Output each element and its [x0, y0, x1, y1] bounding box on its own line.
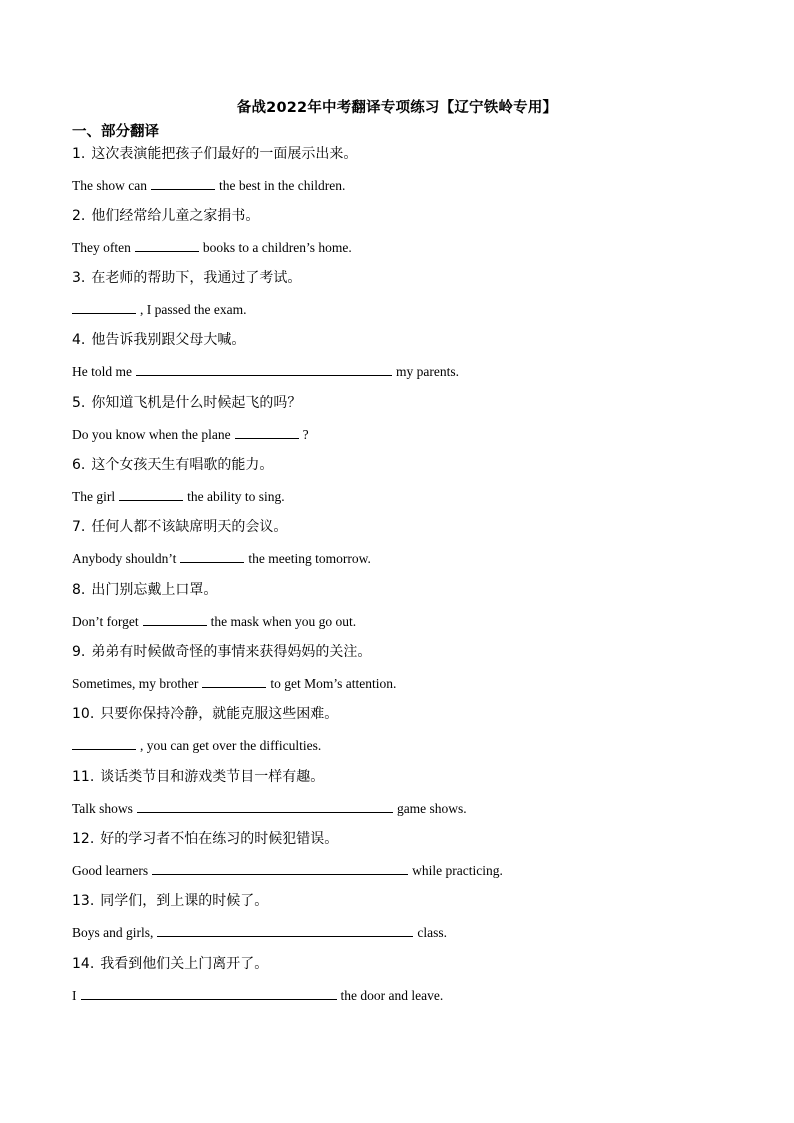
- question-item: [72, 642, 752, 693]
- question-number: 12.: [72, 831, 95, 847]
- answer-blank[interactable]: [180, 548, 244, 563]
- question-prompt: [72, 455, 752, 475]
- answer-prefix: Do you know when the plane: [72, 427, 231, 442]
- question-prompt: [72, 268, 752, 288]
- answer-suffix: the door and leave.: [340, 988, 444, 1003]
- answer-line: [72, 299, 752, 319]
- question-number: 4.: [72, 332, 86, 348]
- question-item: [72, 393, 752, 444]
- question-prompt: [72, 580, 752, 600]
- question-prompt: [72, 954, 752, 974]
- answer-blank[interactable]: [136, 361, 392, 376]
- question-prompt: [72, 330, 752, 350]
- question-prompt: [72, 704, 752, 724]
- chinese-sentence: 我看到他们关上门离开了。: [100, 956, 269, 972]
- answer-prefix: I: [72, 988, 77, 1003]
- answer-suffix: game shows.: [396, 801, 467, 816]
- question-prompt: [72, 767, 752, 787]
- page-title: 备战2022年中考翻译专项练习【辽宁铁岭专用】: [236, 100, 558, 116]
- answer-blank[interactable]: [135, 237, 199, 252]
- answer-suffix: the mask when you go out.: [210, 614, 357, 629]
- question-number: 8.: [72, 582, 86, 598]
- answer-suffix: while practicing.: [412, 863, 503, 878]
- question-item: [72, 206, 752, 257]
- answer-blank[interactable]: [202, 673, 266, 688]
- answer-blank[interactable]: [157, 922, 413, 937]
- chinese-sentence: 好的学习者不怕在练习的时候犯错误。: [100, 831, 339, 847]
- answer-prefix: Sometimes, my brother: [72, 676, 199, 691]
- question-item: [72, 580, 752, 631]
- answer-blank[interactable]: [81, 985, 337, 1000]
- answer-prefix: They often: [72, 240, 131, 255]
- answer-suffix: the ability to sing.: [187, 489, 285, 504]
- question-prompt: [72, 891, 752, 911]
- question-item: [72, 891, 752, 942]
- question-prompt: [72, 829, 752, 849]
- chinese-sentence: 只要你保持冷静，就能克服这些困难。: [100, 706, 339, 722]
- question-item: [72, 704, 752, 755]
- answer-blank[interactable]: [143, 611, 207, 626]
- question-number: 5.: [72, 395, 86, 411]
- answer-line: [72, 361, 752, 381]
- question-number: 13.: [72, 893, 95, 909]
- answer-line: [72, 673, 752, 693]
- question-prompt: [72, 642, 752, 662]
- answer-line: [72, 735, 752, 755]
- question-item: [72, 144, 752, 195]
- answer-blank[interactable]: [72, 299, 136, 314]
- question-number: 10.: [72, 706, 95, 722]
- question-prompt: [72, 393, 752, 413]
- answer-prefix: Boys and girls,: [72, 925, 154, 940]
- answer-blank[interactable]: [119, 486, 183, 501]
- answer-blank[interactable]: [151, 175, 215, 190]
- chinese-sentence: 在老师的帮助下，我通过了考试。: [91, 270, 302, 286]
- answer-line: [72, 985, 752, 1005]
- answer-line: [72, 424, 752, 444]
- question-item: [72, 455, 752, 506]
- chinese-sentence: 出门别忘戴上口罩。: [91, 582, 218, 598]
- answer-suffix: my parents.: [396, 364, 459, 379]
- question-item: [72, 268, 752, 319]
- chinese-sentence: 谈话类节目和游戏类节目一样有趣。: [100, 769, 325, 785]
- answer-suffix: to get Mom’s attention.: [270, 676, 397, 691]
- chinese-sentence: 这次表演能把孩子们最好的一面展示出来。: [91, 146, 358, 162]
- question-number: 9.: [72, 644, 86, 660]
- answer-line: [72, 175, 752, 195]
- question-number: 6.: [72, 457, 86, 473]
- answer-suffix: the meeting tomorrow.: [248, 551, 371, 566]
- answer-line: [72, 237, 752, 257]
- chinese-sentence: 弟弟有时候做奇怪的事情来获得妈妈的关注。: [91, 644, 372, 660]
- question-number: 7.: [72, 519, 86, 535]
- answer-suffix: class.: [417, 925, 448, 940]
- question-number: 2.: [72, 208, 86, 224]
- answer-blank[interactable]: [137, 798, 393, 813]
- answer-prefix: The show can: [72, 178, 147, 193]
- question-item: [72, 954, 752, 1005]
- answer-prefix: Good learners: [72, 863, 149, 878]
- answer-line: [72, 922, 752, 942]
- answer-line: [72, 611, 752, 631]
- question-item: [72, 829, 752, 880]
- answer-line: [72, 548, 752, 568]
- question-item: [72, 330, 752, 381]
- answer-blank[interactable]: [235, 424, 299, 439]
- answer-blank[interactable]: [72, 735, 136, 750]
- chinese-sentence: 他们经常给儿童之家捐书。: [91, 208, 260, 224]
- answer-blank[interactable]: [152, 860, 408, 875]
- answer-suffix: ?: [302, 427, 309, 442]
- chinese-sentence: 这个女孩天生有唱歌的能力。: [91, 457, 274, 473]
- answer-suffix: books to a children’s home.: [202, 240, 352, 255]
- question-prompt: [72, 206, 752, 226]
- question-item: [72, 517, 752, 568]
- answer-prefix: The girl: [72, 489, 116, 504]
- chinese-sentence: 你知道飞机是什么时候起飞的吗？: [91, 395, 302, 411]
- answer-suffix: the best in the children.: [218, 178, 346, 193]
- answer-line: [72, 860, 752, 880]
- question-prompt: [72, 144, 752, 164]
- chinese-sentence: 他告诉我别跟父母大喊。: [91, 332, 246, 348]
- answer-suffix: , you can get over the difficulties.: [140, 738, 322, 753]
- answer-line: [72, 486, 752, 506]
- question-prompt: [72, 517, 752, 537]
- answer-suffix: , I passed the exam.: [140, 302, 247, 317]
- section-heading: 一、部分翻译: [72, 124, 159, 140]
- question-number: 3.: [72, 270, 86, 286]
- question-item: [72, 767, 752, 818]
- question-number: 1.: [72, 146, 86, 162]
- answer-prefix: Don’t forget: [72, 614, 139, 629]
- chinese-sentence: 任何人都不该缺席明天的会议。: [91, 519, 288, 535]
- question-number: 14.: [72, 956, 95, 972]
- answer-line: [72, 798, 752, 818]
- answer-prefix: Talk shows: [72, 801, 133, 816]
- chinese-sentence: 同学们，到上课的时候了。: [100, 893, 269, 909]
- answer-prefix: He told me: [72, 364, 132, 379]
- answer-prefix: Anybody shouldn’t: [72, 551, 177, 566]
- question-number: 11.: [72, 769, 95, 785]
